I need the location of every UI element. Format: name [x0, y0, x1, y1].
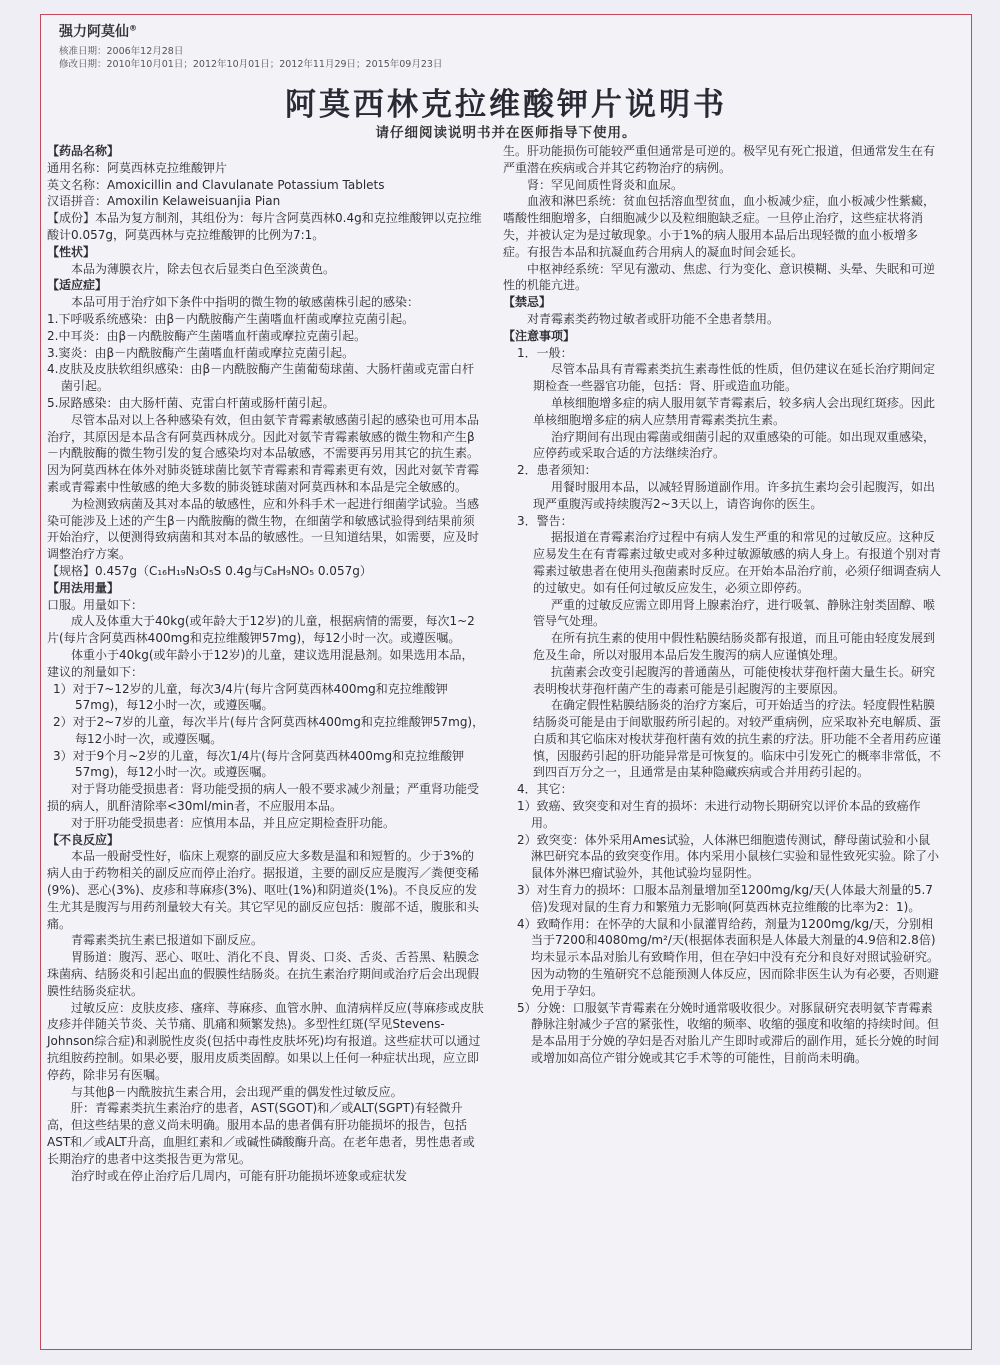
paragraph: 体重小于40kg(或年龄小于12岁)的儿童，建议选用混悬剂。如果选用本品，建议的剂量如下： [47, 647, 474, 679]
paragraph: 胃肠道：腹泻、恶心、呕吐、消化不良、胃炎、口炎、舌炎、舌苔黑、粘膜念珠菌病、结肠炎和引起出血的假膜性结肠炎。在抗生素治疗期间或治疗后会出现假膜性结肠炎症状。 [47, 950, 480, 998]
paragraph: 尽管本品具有青霉素类抗生素毒性低的性质，但仍建议在延长治疗期间定期检查一些器官功能，包括：肾、肝或造血功能。 [533, 362, 936, 394]
paragraph: 治疗期间有出现由霉菌或细菌引起的双重感染的可能。如出现双重感染，应停药或采取合适的方法继续治疗。 [533, 429, 936, 461]
paragraph: 口服。用量如下： [47, 597, 144, 612]
brand-name: 强力阿莫仙® [59, 23, 137, 40]
leaflet-sheet [40, 14, 972, 1350]
paragraph: 4．其它： [517, 782, 573, 797]
paragraph: 严重的过敏反应需立即用肾上腺素治疗，进行吸氧、静脉注射类固醇、喉管导气处理。 [533, 597, 936, 629]
paragraph: 成人及体重大于40kg(或年龄大于12岁)的儿童，根据病情的需要，每次1~2片(每片含阿莫西林400mg和克拉维酸钾57mg)，每12小时一次。或遵医嘱。 [47, 614, 475, 646]
paragraph: 2．患者须知： [517, 463, 597, 478]
paragraph: 在确定假性粘膜结肠炎的治疗方案后，可开始适当的疗法。轻度假性粘膜结肠炎可能是由于间歇服药所引起的。对较严重病例，应采取补充电解质、蛋白质和其它临床对梭状芽孢杆菌有效的抗生素的疗法。肝功能不全者用药应谨慎，因服药引起的肝功能异常是可恢复的。临床中引发死亡的概率非常低，不到四百万分之一，且通常是由某种隐藏疾病或合并用药引起的。 [533, 698, 942, 780]
paragraph: 过敏反应：皮肤皮疹、瘙痒、荨麻疹、血管水肿、血清病样反应(荨麻疹或皮肤皮疹并伴随关节炎、关节痛、肌痛和频繁发热)。多型性红斑(罕见Stevens-Johnson综合症)和剥脱性皮炎(包括中毒性皮肤坏死)均有报道。这些症状可以通过抗组胺药控制。如果必要，服用皮质类固醇。如果以上任何一种症状出现，应立即停药，除非另有医嘱。 [47, 1000, 484, 1082]
paragraph: 中枢神经系统：罕见有激动、焦虑、行为变化、意识模糊、头晕、失眠和可逆性的机能亢进。 [503, 261, 936, 293]
paragraph: 4）致畸作用：在怀孕的大鼠和小鼠灌胃给药，剂量为1200mg/kg/天，分别相当于7200和4080mg/m²/天(根据体表面积是人体最大剂量的4.9倍和2.8倍)均未显示本品对胎儿有致畸作用，但在孕妇中没有充分和良好对照试验研究。因为动物的生殖研究不总能预测人体反应，因而除非医生认为有必要，否则避免用于孕妇。 [517, 916, 940, 998]
section-heading: 【适应症】 [47, 278, 108, 293]
document-title: 阿莫西林克拉维酸钾片说明书 [285, 87, 727, 123]
paragraph: 2）对于2~7岁的儿童，每次半片(每片含阿莫西林400mg和克拉维酸钾57mg)，每12小时一次，或遵医嘱。 [53, 715, 485, 746]
paragraph: 对于肝功能受损患者：应慎用本品，并且应定期检查肝功能。 [71, 815, 396, 830]
paragraph: 尽管本品对以上各种感染有效，但由氨苄青霉素敏感菌引起的感染也可用本品治疗，其原因是本品含有阿莫西林成分。因此对氨苄青霉素敏感的微生物和产生β－内酰胺酶的微生物引发的复合感染均对本品敏感，不需要再另用其它的抗生素。因为阿莫西林在体外对肺炎链球菌比氨苄青霉素和青霉素更有效，因此对氨苄青霉素或青霉素中性敏感的绝大多数的肺炎链球菌对阿莫西林和本品是完全敏感的。 [47, 412, 480, 494]
section-heading: 【注意事项】 [503, 328, 576, 343]
registered-mark: ® [129, 23, 137, 33]
paragraph: 2）致突变：体外采用Ames试验，人体淋巴细胞遗传测试，酵母菌试验和小鼠淋巴研究本品的致突变作用。体内采用小鼠核仁实验和显性致死实验。除了小鼠体外淋巴瘤试验外，其他试验均显阴性。 [517, 832, 940, 881]
paragraph: 英文名称：Amoxicillin and Clavulanate Potassium Tablets [47, 177, 385, 192]
approval-date: 核准日期：2006年12月28日 [59, 46, 184, 57]
paragraph: 对于肾功能受损患者：肾功能受损的病人一般不要求减少剂量；严重肾功能受损的病人，肌酐清除率<30ml/min者，不应服用本品。 [47, 782, 480, 814]
paragraph: 对青霉素类药物过敏者或肝功能不全患者禁用。 [527, 311, 780, 326]
paragraph: 本品为薄膜衣片，除去包衣后显类白色至淡黄色。 [71, 261, 336, 276]
paragraph: 通用名称：阿莫西林克拉维酸钾片 [47, 160, 228, 175]
paragraph: 肾：罕见间质性肾炎和血尿。 [527, 177, 684, 192]
paragraph: 为检测致病菌及其对本品的敏感性，应和外科手术一起进行细菌学试验。当感染可能涉及上述的产生β－内酰胺酶的微生物，在细菌学和敏感试验得到结果前须开始治疗，以便测得致病菌和其对本品的敏感性。一旦知道结果，如需要，应及时调整治疗方案。 [47, 496, 480, 562]
paragraph: 在所有抗生素的使用中假性粘膜结肠炎都有报道，而且可能由轻度发展到危及生命，所以对服用本品后发生腹泻的病人应谨慎处理。 [533, 631, 936, 662]
paragraph: 生。肝功能损伤可能较严重但通常是可逆的。极罕见有死亡报道，但通常发生在有严重潜在疾病或合并其它药物治疗的病例。 [503, 144, 936, 175]
paragraph: 青霉素类抗生素已报道如下副反应。 [71, 933, 264, 948]
paragraph: 据报道在青霉素治疗过程中有病人发生严重的和常见的过敏反应。这种反应易发生在有青霉素过敏史或对多种过敏源敏感的病人身上。有报道个别对青霉素过敏患者在使用头孢菌素时反应。在开始本品治疗前，必须仔细调查病人的过敏史。如有任何过敏反应发生，必须立即停药。 [533, 530, 942, 595]
paragraph: 1.下呼吸系统感染：由β－内酰胺酶产生菌嗜血杆菌或摩拉克菌引起。 [47, 311, 415, 326]
paragraph: 4.皮肤及皮肤软组织感染：由β－内酰胺酶产生菌葡萄球菌、大肠杆菌或克雷白杆菌引起。 [47, 362, 475, 394]
paragraph: 2.中耳炎：由β－内酰胺酶产生菌嗜血杆菌或摩拉克菌引起。 [47, 328, 367, 343]
paragraph: 本品一般耐受性好，临床上观察的副反应大多数是温和和短暂的。少于3%的病人由于药物相关的副反应而停止治疗。据报道，主要的副反应是腹泻／粪便变稀(9%)、恶心(3%)、皮疹和荨麻疹(3%)、呕吐(1%)和阴道炎(1%)。不良反应的发生尤其是腹泻与用药剂量较大有关。其它罕见的副反应包括：腹部不适，腹胀和头痛。 [47, 849, 480, 931]
paragraph: 用餐时服用本品，以减轻胃肠道副作用。许多抗生素均会引起腹泻，如出现严重腹泻或持续腹泻2~3天以上，请咨询你的医生。 [533, 479, 936, 511]
paragraph: 【规格】0.457g（C₁₆H₁₉N₃O₅S 0.4g与C₈H₉NO₅ 0.057g） [47, 563, 372, 578]
paragraph: 汉语拼音：Amoxilin Kelaweisuanjia Pian [47, 194, 281, 209]
paragraph: 【成份】本品为复方制剂，其组份为：每片含阿莫西林0.4g和克拉维酸钾以克拉维酸计0.057g，阿莫西林与克拉维酸钾的比例为7:1。 [47, 211, 482, 242]
left-column [47, 143, 485, 1184]
paragraph: 3.窦炎：由β－内酰胺酶产生菌嗜血杆菌或摩拉克菌引起。 [47, 345, 355, 360]
paragraph: 肝：青霉素类抗生素治疗的患者，AST(SGOT)和／或ALT(SGPT)有轻微升高，但这些结果的意义尚未明确。服用本品的患者偶有肝功能损坏的报告，包括AST和／或ALT升高，血胆红素和／或碱性磷酸酶升高。在老年患者，男性患者或长期治疗的患者中这类报告更为常见。 [47, 1101, 475, 1166]
section-heading: 【禁忌】 [503, 295, 552, 310]
paragraph: 单核细胞增多症的病人服用氨苄青霉素后，较多病人会出现红斑疹。因此单核细胞增多症的病人应禁用青霉素类抗生素。 [533, 395, 936, 427]
paragraph: 1）致癌、致突变和对生育的损坏：未进行动物长期研究以评价本品的致癌作用。 [517, 799, 921, 830]
paragraph: 5.尿路感染：由大肠杆菌、克雷白杆菌或肠杆菌引起。 [47, 395, 335, 410]
paragraph: 本品可用于治疗如下条件中指明的微生物的敏感菌株引起的感染： [71, 295, 420, 310]
revision-dates: 修改日期：2010年10月01日；2012年10月01日；2012年11月29日；2015年09月23日 [59, 59, 443, 70]
document-subtitle: 请仔细阅读说明书并在医师指导下使用。 [375, 125, 637, 141]
paragraph: 1）对于7~12岁的儿童，每次3/4片(每片含阿莫西林400mg和克拉维酸钾57mg)，每12小时一次，或遵医嘱。 [53, 681, 448, 713]
paragraph: 治疗时或在停止治疗后几周内，可能有肝功能损坏迹象或症状发 [71, 1168, 408, 1183]
section-heading: 【用法用量】 [47, 580, 120, 595]
paragraph: 与其他β－内酰胺抗生素合用，会出现严重的偶发性过敏反应。 [71, 1084, 403, 1099]
section-heading: 【药品名称】 [47, 144, 120, 158]
paragraph: 1．一般： [517, 345, 573, 360]
paragraph: 3）对生育力的损坏：口服本品剂量增加至1200mg/kg/天(人体最大剂量的5.7倍)发现对鼠的生育力和繁殖力无影响(阿莫西林克拉维酸的比率为2：1)。 [517, 883, 933, 914]
paragraph: 抗菌素会改变引起腹泻的普通菌丛，可能使梭状芽孢杆菌大量生长。研究表明梭状芽孢杆菌产生的毒素可能是引起腹泻的主要原因。 [533, 664, 936, 696]
paragraph: 3）对于9个月~2岁的儿童，每次1/4片(每片含阿莫西林400mg和克拉维酸钾57mg)，每12小时一次。或遵医嘱。 [53, 748, 465, 780]
paragraph: 5）分娩：口服氨苄青霉素在分娩时通常吸收很少。对豚鼠研究表明氨苄青霉素静脉注射减少子宫的紧张性，收缩的频率、收缩的强度和收缩的持续时间。但是本品用于分娩的孕妇是否对胎儿产生即时或滞后的副作用，延长分娩的时间或增加如高位产钳分娩或其它手术等的可能性，目前尚未明确。 [517, 1000, 940, 1066]
section-heading: 【性状】 [47, 244, 96, 259]
paragraph: 3．警告： [517, 513, 573, 528]
paragraph: 血液和淋巴系统：贫血包括溶血型贫血，血小板减少症，血小板减少性紫癜，嗜酸性细胞增多，白细胞减少以及粒细胞缺乏症。一旦停止治疗，这些症状将消失，并被认定为是过敏现象。小于1%的病人服用本品后出现轻微的血小板增多症。有报告本品和抗凝血药合用病人的凝血时间会延长。 [503, 194, 936, 259]
section-heading: 【不良反应】 [47, 832, 120, 847]
right-column [503, 143, 941, 1067]
